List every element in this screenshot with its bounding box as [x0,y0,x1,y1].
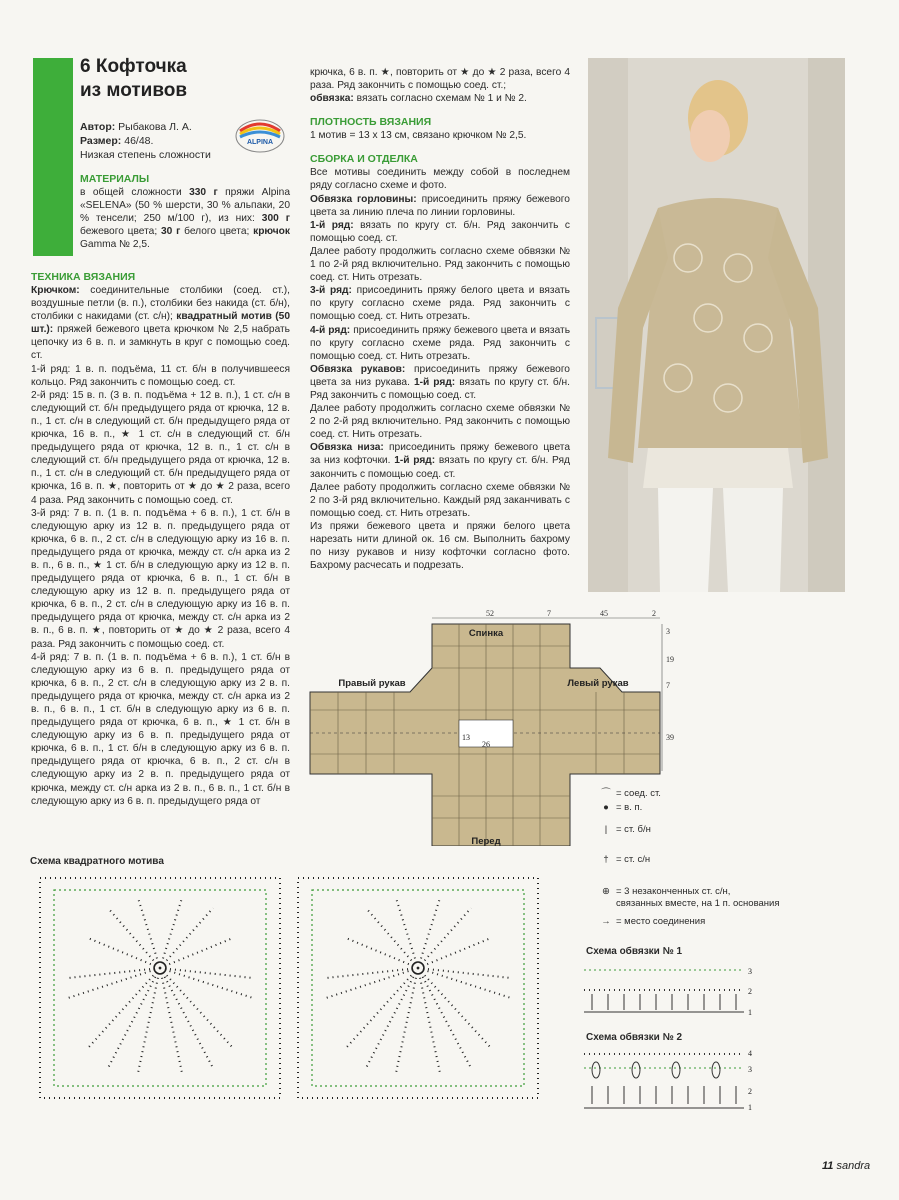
dim-top-1: 52 [486,609,494,618]
edging1-schema [584,960,764,1022]
neck-width: 26 [482,740,490,749]
edging2-title: Схема обвязки № 2 [586,1032,683,1043]
materials-section: МАТЕРИАЛЫ в общей сложности 330 г пряжи Alpina «SELENA» (50 % шерсти, 30 % альпаки, 20 % тенсели; 250 м/100 г), из них: 300 г бежевого цвета; 30 г белого цвета; крючок Gamma № 2,5. [80,173,290,251]
neck-height: 13 [462,733,470,742]
svg-text:1: 1 [748,1008,752,1017]
title-accent-bar [33,58,73,256]
page-title: 6 Кофточка из мотивов [80,56,188,101]
motif-schema-title: Схема квадратного мотива [30,856,164,867]
technique-section: ТЕХНИКА ВЯЗАНИЯ Крючком: соединительные столбики (соед. ст.), воздушные петли (в. п.), столбики без накида (ст. б/н), столбики с накидами (ст. с/н); квадратный мотив (50 шт.): пряжей бежевого цвета крючком № 2,5 набрать цепочку из 6 в. п. и замкнуть в круг с помощью соед. ст. 1-й ряд: 1 в. п. подъёма, 11 ст. б/н в получившееся кольцо. Ряд закончить с помощью соед. ст. 2-й ряд: 15 в. п. (3 в. п. подъёма + 12 в. п.), 1 ст. с/н в следующий ст. б/н предыдущего ряда от крючка, 12 в. п., 1 ст. с/н в следующий ст. б/н предыдущего ряда от крючка, 16 в. п., ★ 1 ст. с/н в следующий ст. б/н предыдущего ряда от крючка, 12 в. п., 1 ст. с/н в следующий ст. б/н предыдущего ряда от крючка, 12 в. п., 1 ст. с/н в следующий ст. б/н предыдущего ряда от крючка, 16 в. п. ★, повторить от ★ до ★ 2 раза, всего 4 раза. Ряд закончить с помощью соед. ст. 3-й ряд: 7 в. п. (1 в. п. подъёма + 6 в. п.), 1 ст. б/н в следующую арку из 12 в. п. предыдущего ряда от крючка, 6 в. п., 2 ст. с/н в следующую арку из 16 в. п. предыдущего ряда от крючка, между ст. с/н арка из 2 в. п., 6 в. п., ★ 1 ст. б/н в следующую арку из 12 в. п. предыдущего ряда от крючка, 6 в. п., 1 ст. б/н в следующую арку из 12 в. п. предыдущего ряда от крючка, 6 в. п., 2 ст. с/н в следующую арку из 16 в. п. предыдущего ряда от крючка, между ст. с/н арка из 2 в. п., 6 в. п. ★, повторить от ★ до ★ 2 раза, всего 4 раза. Ряд закончить с помощью соед. ст. 4-й ряд: 7 в. п. (1 в. п. подъёма + 6 в. п.), 1 ст. б/н в следующую арку из 6 в. п. предыдущего ряда от крючка, 6 в. п., 2 ст. с/н в следующую арку из 2 в. п. предыдущего ряда от крючка, между ст. с/н арка из 2 в. п., 6 в. п., 1 ст. б/н в следующую арку из 6 в. п. предыдущего ряда от крючка, 6 в. п., ★ 1 ст. б/н в следующую арку из 6 в. п. предыдущего ряда от крючка, 6 в. п., 1 ст. б/н в следующую арку из 6 в. п. предыдущего ряда от крючка, 6 в. п., 2 ст. с/н в следующую арку из 2 в. п. предыдущего ряда от крючка, между ст. с/н арка из 2 в. п., 6 в. п., 1 ст. б/н в следующую арку из 6 в. п. предыдущего ряда от [31,271,290,807]
symbol-legend: ⌒ = соед. ст. ● = в. п. | = ст. б/н † = ст. с/н ⊕ = 3 незаконченных ст. с/н, связанных вместе, на 1 п. основания → = место соединения [601,788,780,927]
edging1-title: Схема обвязки № 1 [586,946,683,957]
dim-right-2: 19 [666,655,674,664]
alpina-logo [234,117,286,155]
svg-text:ALPINA: ALPINA [246,139,274,146]
dim-right-3: 7 [666,681,670,690]
label-left-sleeve: Левый рукав [567,678,629,689]
dim-top-2: 7 [547,609,551,618]
garment-photo [588,58,845,592]
motif-schema [28,868,558,1118]
dim-right-4: 39 [666,733,674,742]
svg-text:2: 2 [748,1087,752,1096]
dim-right-1: 3 [666,627,670,636]
dim-top-4: 2 [652,609,656,618]
svg-text:3: 3 [748,967,752,976]
label-back: Спинка [468,628,504,639]
label-front: Перед [471,836,501,846]
svg-text:3: 3 [748,1065,752,1074]
dim-top-3: 45 [600,609,608,618]
edging2-schema [584,1046,764,1116]
svg-text:4: 4 [748,1049,752,1058]
meta-block: Автор: Рыбакова Л. А. Размер: 46/48. Низкая степень сложности [80,121,211,161]
svg-text:2: 2 [748,987,752,996]
svg-text:1: 1 [748,1103,752,1112]
label-right-sleeve: Правый рукав [338,678,406,689]
page-folio: 11 sandra [822,1160,871,1172]
assembly-column: крючка, 6 в. п. ★, повторить от ★ до ★ 2 раза, всего 4 раза. Ряд закончить с помощью соед. ст.; обвязка: вязать согласно схемам № 1 и № 2. ПЛОТНОСТЬ ВЯЗАНИЯ 1 мотив = 13 х 13 см, связано крючком № 2,5. СБОРКА И ОТДЕЛКА Все мотивы соединить между собой в последнем ряду согласно схеме и фото. Обвязка горловины: присоединить пряжу бежевого цвета за линию плеча по линии горловины. 1-й ряд: вязать по кругу ст. б/н. Ряд закончить с помощью соед. ст. Далее работу продолжить согласно схеме обвязки № 1 по 2-й ряд включительно. Ряд закончить с помощью соед. ст. Нить отрезать. 3-й ряд: присоединить пряжу белого цвета и вязать по кругу согласно схеме ряда. Ряд закончить с помощью соед. ст. Нить отрезать. 4-й ряд: присоединить пряжу бежевого цвета и вязать по кругу согласно схеме ряда. Ряд закончить с помощью соед. ст. Нить отрезать. Обвязка рукавов: присоединить пряжу бежевого цвета за низ рукава. 1-й ряд: вязать по кругу ст. б/н. Ряд закончить с помощью соед. ст. Далее работу продолжить согласно схеме обвязки № 2 по 2-й ряд включительно. Ряд закончить с помощью соед. ст. Нить отрезать. Обвязка низа: присоединить пряжу бежевого цвета за низ кофточки. 1-й ряд: вязать по кругу ст. б/н. Ряд закончить с помощью соед. ст. Далее работу продолжить согласно схеме обвязки № 2 по 3-й ряд включительно. Каждый ряд заканчивать с помощью соед. ст. Нить отрезать. Из пряжи бежевого цвета и пряжи белого цвета нарезать нити длиной ок. 16 см. Выполнить бахрому по низу рукавов и низу кофточки согласно фото. Бахрому расчесать и подрезать. [310,67,570,572]
